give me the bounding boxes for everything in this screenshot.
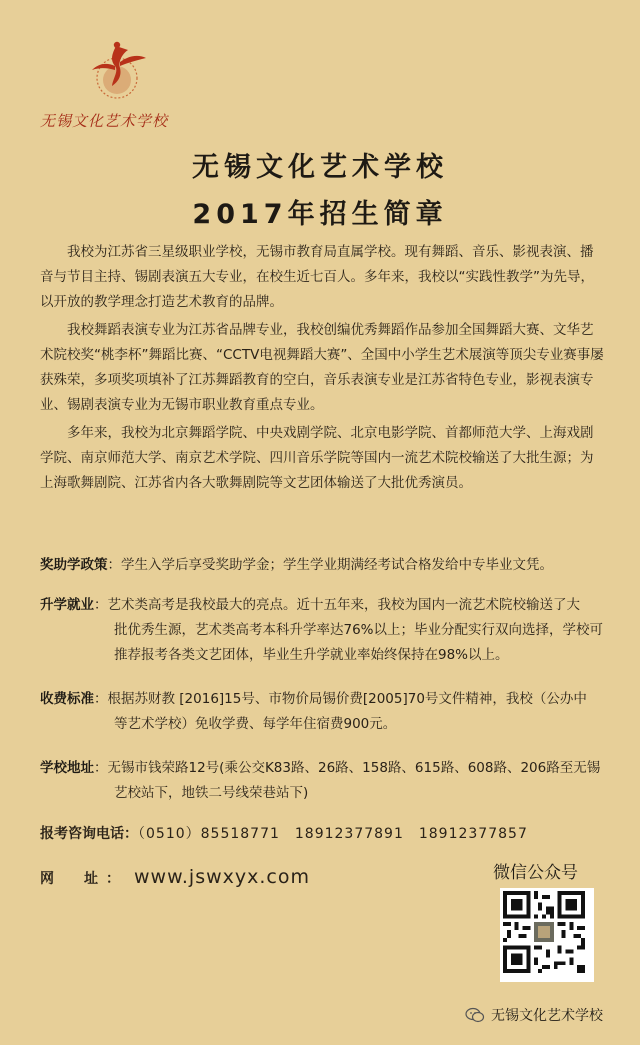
website-label: 网 址： — [40, 871, 128, 887]
page-subtitle: 2017年招生简章 — [192, 199, 448, 230]
address-text-first: ：无锡市钱荣路12号(乘公交K83路、26路、158路、615路、608路、206路至无锡 — [94, 760, 601, 776]
fees-text-rest: 等艺术学校）免收学费、每学年住宿费900元。 — [114, 716, 397, 732]
address-item — [40, 756, 610, 806]
intro-section — [40, 240, 605, 499]
scholarship-label: 奖助学政策 — [40, 557, 108, 573]
wechat-account-name: 无锡文化艺术学校 — [491, 1008, 603, 1024]
contact-label: 报考咨询电话： — [40, 826, 138, 842]
wechat-account-badge[interactable] — [465, 1005, 603, 1025]
page-title: 无锡文化艺术学校 — [192, 152, 448, 183]
intro-paragraph-1: 我校为江苏省三星级职业学校，无锡市教育局直属学校。现有舞蹈、音乐、影视表演、播音与节目主持、锡剧表演五大专业，在校生近七百人。多年来，我校以“实践性教学”为先导，以开放的教学理念打造艺术教育的品牌。 — [40, 244, 594, 310]
employment-text-rest: 批优秀生源，艺术类高考本科升学率达76%以上；毕业分配实行双向选择，学校可推荐报考各类文艺团体，毕业生升学就业率始终保持在98%以上。 — [114, 622, 604, 663]
qr-code-icon — [503, 891, 585, 973]
intro-paragraph-2: 我校舞蹈表演专业为江苏省品牌专业，我校创编优秀舞蹈作品参加全国舞蹈大赛、文华艺术院校奖“桃李杯”舞蹈比赛、“CCTV电视舞蹈大赛”、全国中小学生艺术展演等顶尖专业赛事屡获殊荣，多项奖项填补了江苏舞蹈教育的空白，音乐表演专业是江苏省特色专业，影视表演专业、锡剧表演专业为无锡市职业教育重点专业。 — [40, 322, 604, 413]
contact-phones[interactable]: （0510）85518771 18912377891 18912377857 — [138, 826, 528, 842]
address-text-rest: 艺校站下，地铁二号线荣巷站下) — [114, 785, 309, 801]
fees-label: 收费标准 — [40, 691, 94, 707]
employment-text-first: ：艺术类高考是我校最大的亮点。近十五年来，我校为国内一流艺术院校输送了大 — [94, 597, 580, 613]
intro-paragraph-3: 多年来，我校为北京舞蹈学院、中央戏剧学院、北京电影学院、首都师范大学、上海戏剧学院、南京师范大学、南京艺术学院、四川音乐学院等国内一流艺术院校输送了大批生源；为上海歌舞剧院、江苏省内各大歌舞剧院等文艺团体输送了大批优秀演员。 — [40, 425, 594, 491]
address-label: 学校地址 — [40, 760, 94, 776]
employment-label: 升学就业 — [40, 597, 94, 613]
wechat-qr-label: 微信公众号 — [493, 863, 578, 883]
scholarship-item — [40, 553, 610, 578]
website-link[interactable]: www.jswxyx.com — [134, 866, 310, 888]
logo-school-name: 无锡文化艺术学校 — [40, 112, 169, 130]
wechat-icon — [465, 1007, 485, 1023]
scholarship-text: ：学生入学后享受奖助学金；学生学业期满经考试合格发给中专毕业文凭。 — [107, 557, 553, 573]
contact-phone — [40, 822, 528, 847]
employment-item — [40, 593, 610, 668]
website-row — [40, 866, 310, 888]
dancer-logo-icon — [82, 40, 152, 106]
fees-item — [40, 687, 610, 737]
wechat-qr-code[interactable] — [500, 888, 594, 982]
fees-text-first: ：根据苏财教 [2016]15号、市物价局锡价费[2005]70号文件精神，我校（公办中 — [94, 691, 587, 707]
school-logo — [40, 40, 190, 135]
